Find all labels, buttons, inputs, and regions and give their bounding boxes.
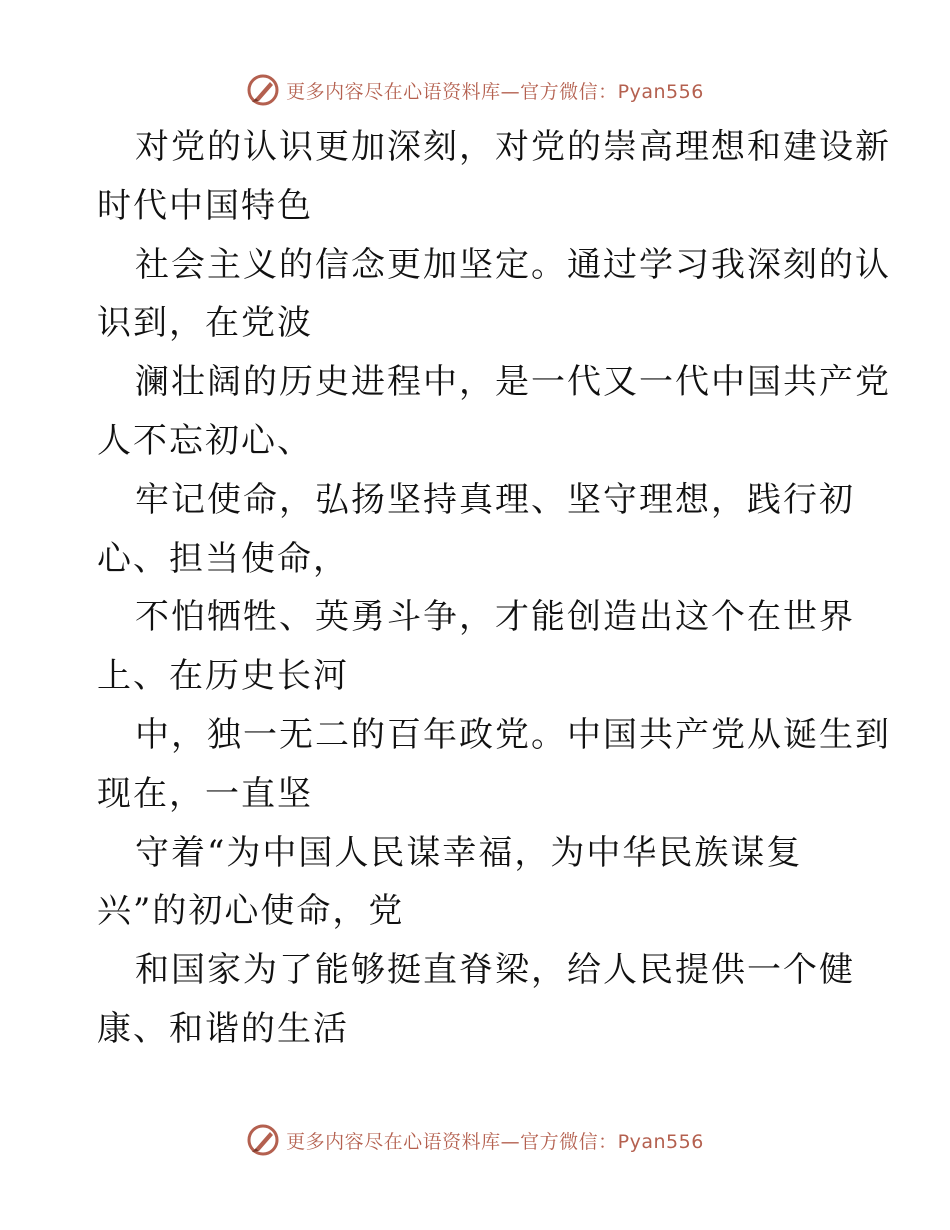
pen-logo-icon	[246, 73, 280, 107]
body-line: 守着“为中国人民谋幸福，为中华民族谋复	[135, 832, 803, 873]
footer-banner-text: 更多内容尽在心语资料库—官方微信：Pyan556	[286, 1130, 704, 1153]
body-line: 康、和谐的生活	[97, 1008, 349, 1049]
body-line: 心、担当使命，	[97, 538, 349, 579]
body-line: 牢记使命，弘扬坚持真理、坚守理想，践行初	[135, 479, 855, 520]
body-line: 兴”的初心使命，党	[97, 891, 405, 932]
body-line: 上、在历史长河	[97, 656, 349, 697]
pen-logo-icon	[246, 1123, 280, 1157]
body-line: 识到，在党波	[97, 303, 313, 344]
body-line: 时代中国特色	[97, 185, 313, 226]
document-body	[97, 118, 891, 1059]
body-line: 社会主义的信念更加坚定。通过学习我深刻的认	[135, 244, 891, 285]
body-line: 澜壮阔的历史进程中，是一代又一代中国共产党	[135, 362, 891, 403]
body-line: 现在，一直坚	[97, 773, 313, 814]
body-line: 和国家为了能够挺直脊梁，给人民提供一个健	[135, 950, 855, 991]
header-banner-text: 更多内容尽在心语资料库—官方微信：Pyan556	[286, 80, 704, 103]
body-line: 对党的认识更加深刻，对党的崇高理想和建设新	[135, 127, 891, 167]
header-banner	[0, 70, 950, 110]
body-line: 不怕牺牲、英勇斗争，才能创造出这个在世界	[135, 597, 855, 638]
body-line: 中，独一无二的百年政党。中国共产党从诞生到	[135, 714, 891, 755]
footer-banner	[0, 1120, 950, 1160]
body-line: 人不忘初心、	[97, 420, 313, 461]
